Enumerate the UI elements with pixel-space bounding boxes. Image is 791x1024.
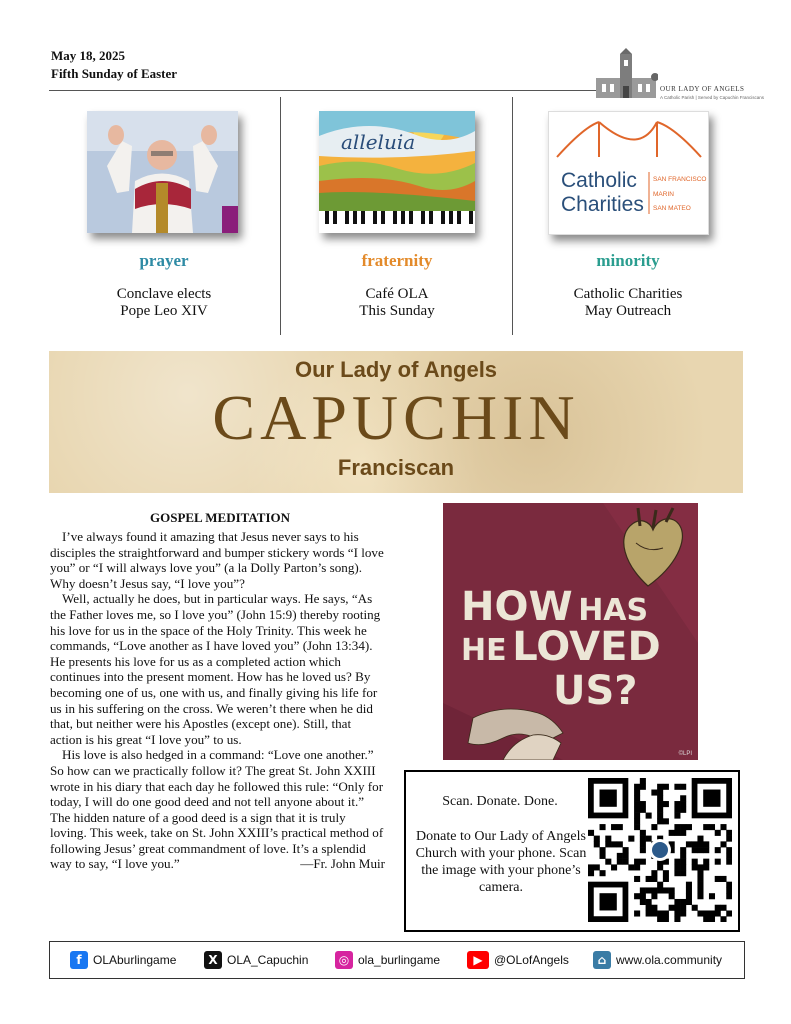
home-icon: ⌂ — [593, 951, 611, 969]
poster-headline — [461, 584, 661, 714]
poster-word-has: HAS — [578, 593, 649, 628]
instagram-handle: ola_burlingame — [358, 953, 441, 967]
facebook-handle: OLAburlingame — [93, 953, 177, 967]
catholic-charities-logo[interactable] — [548, 111, 709, 235]
column-divider — [512, 97, 513, 335]
youtube-link[interactable] — [467, 942, 569, 978]
charities-area-san-mateo: SAN MATEO — [653, 205, 691, 212]
facebook-icon: f — [70, 951, 88, 969]
x-icon: X — [204, 951, 222, 969]
banner-capuchin: CAPUCHIN — [212, 382, 580, 453]
liturgical-day: Fifth Sunday of Easter — [51, 66, 178, 81]
charities-word-2: Charities — [561, 193, 644, 216]
alleluia-landscape-icon — [319, 111, 475, 233]
prayer-caption-line2: Pope Leo XIV — [120, 303, 208, 319]
meditation-paragraph: Well, actually he does, but in particular ways. He says, “As the Father loves me, so I love you” (John 15:9) thereby rooting his love for us in the space of the Holy Trinity. This week he commands, “Love another as I have loved you” (John 13:34). He presents his love for us as a completed action which continues into the present moment. How has he loved us? By becoming one of us, one with us, and finally giving his life for us in his suffering on the cross. We weren’t there when he did that, but neither were his Apostles (except one). Still, that action is his great “I love you” to us. — [50, 591, 381, 747]
how-has-he-loved-us-poster[interactable] — [443, 503, 698, 760]
capuchin-banner — [49, 351, 743, 493]
fraternity-heading: fraternity — [361, 251, 433, 270]
donation-qr-code-icon[interactable] — [588, 778, 732, 922]
fraternity-caption-line1: Café OLA — [365, 286, 429, 302]
minority-heading: minority — [596, 251, 660, 270]
poster-word-how: HOW — [461, 584, 573, 630]
charities-area-marin: MARIN — [653, 191, 674, 198]
poster-word-loved: LOVED — [512, 624, 661, 670]
instagram-icon: ◎ — [335, 951, 353, 969]
charities-area-sf: SAN FRANCISCO — [653, 176, 707, 183]
poster-word-he: HE — [461, 633, 507, 668]
header-divider — [49, 90, 624, 91]
alleluia-word: alleluia — [341, 130, 416, 154]
poster-word-us: US? — [553, 668, 638, 714]
charities-word-1: Catholic — [561, 169, 637, 192]
banner-parish-name: Our Lady of Angels — [294, 357, 498, 382]
golden-gate-bridge-icon — [549, 112, 708, 234]
website-link[interactable] — [593, 942, 722, 978]
fraternity-caption-line2: This Sunday — [359, 303, 435, 319]
prayer-caption-line1: Conclave elects — [116, 286, 212, 302]
pope-leo-photo[interactable] — [87, 111, 238, 233]
facebook-link[interactable] — [70, 942, 176, 978]
website-url: www.ola.community — [616, 953, 723, 967]
meditation-paragraph-text: His love is also hedged in a command: “Love one another.” So how can we practically follow it? The great St. John XXIII wrote in his diary that each day he followed this rule: “Only for today, I will do one good deed and not tell anyone about it.” The hidden nature of a good deed is a sign that it is truly loving. This week, take on St. John XXIII’s practical method of following Jesus’ great commandment of love. It’s a splendid way to say, “I love you.” — [50, 747, 384, 872]
pope-figure-icon — [87, 111, 238, 233]
minority-caption-line1: Catholic Charities — [573, 286, 683, 302]
social-footer — [49, 941, 745, 979]
alleluia-painting[interactable] — [319, 111, 475, 233]
meditation-body — [50, 529, 385, 872]
parish-logo-name: OUR LADY OF ANGELS — [660, 85, 745, 93]
minority-caption-line2: May Outreach — [584, 303, 672, 319]
church-logo-icon — [594, 48, 658, 100]
banner-franciscan: Franciscan — [337, 455, 455, 480]
prayer-heading: prayer — [139, 251, 189, 270]
poster-credit: ©LPI — [678, 751, 692, 757]
meditation-title: GOSPEL MEDITATION — [149, 510, 291, 525]
bulletin-date: May 18, 2025 — [51, 48, 126, 63]
instagram-link[interactable] — [335, 942, 440, 978]
donation-tagline: Scan. Donate. Done. — [442, 794, 558, 809]
youtube-icon: ▶ — [467, 951, 489, 969]
x-link[interactable] — [204, 942, 308, 978]
meditation-paragraph: I’ve always found it amazing that Jesus never says to his disciples the straightforward and bumper stickery words “I love you” or “I will always love you” (a la Dolly Parton’s song). Why doesn’t Jesus say, “I love you”? — [50, 529, 384, 591]
column-divider — [280, 97, 281, 335]
meditation-paragraph — [50, 747, 385, 872]
youtube-handle: @OLofAngels — [494, 953, 569, 967]
meditation-signature: —Fr. John Muir — [300, 856, 385, 872]
donation-box — [404, 770, 740, 932]
x-handle: OLA_Capuchin — [227, 953, 309, 967]
parish-logo-subtitle: A Catholic Parish | Served by Capuchin Franciscans — [660, 95, 764, 100]
donation-instructions: Donate to Our Lady of Angels Church with your phone. Scan the image with your phone’s camera. — [415, 829, 587, 895]
